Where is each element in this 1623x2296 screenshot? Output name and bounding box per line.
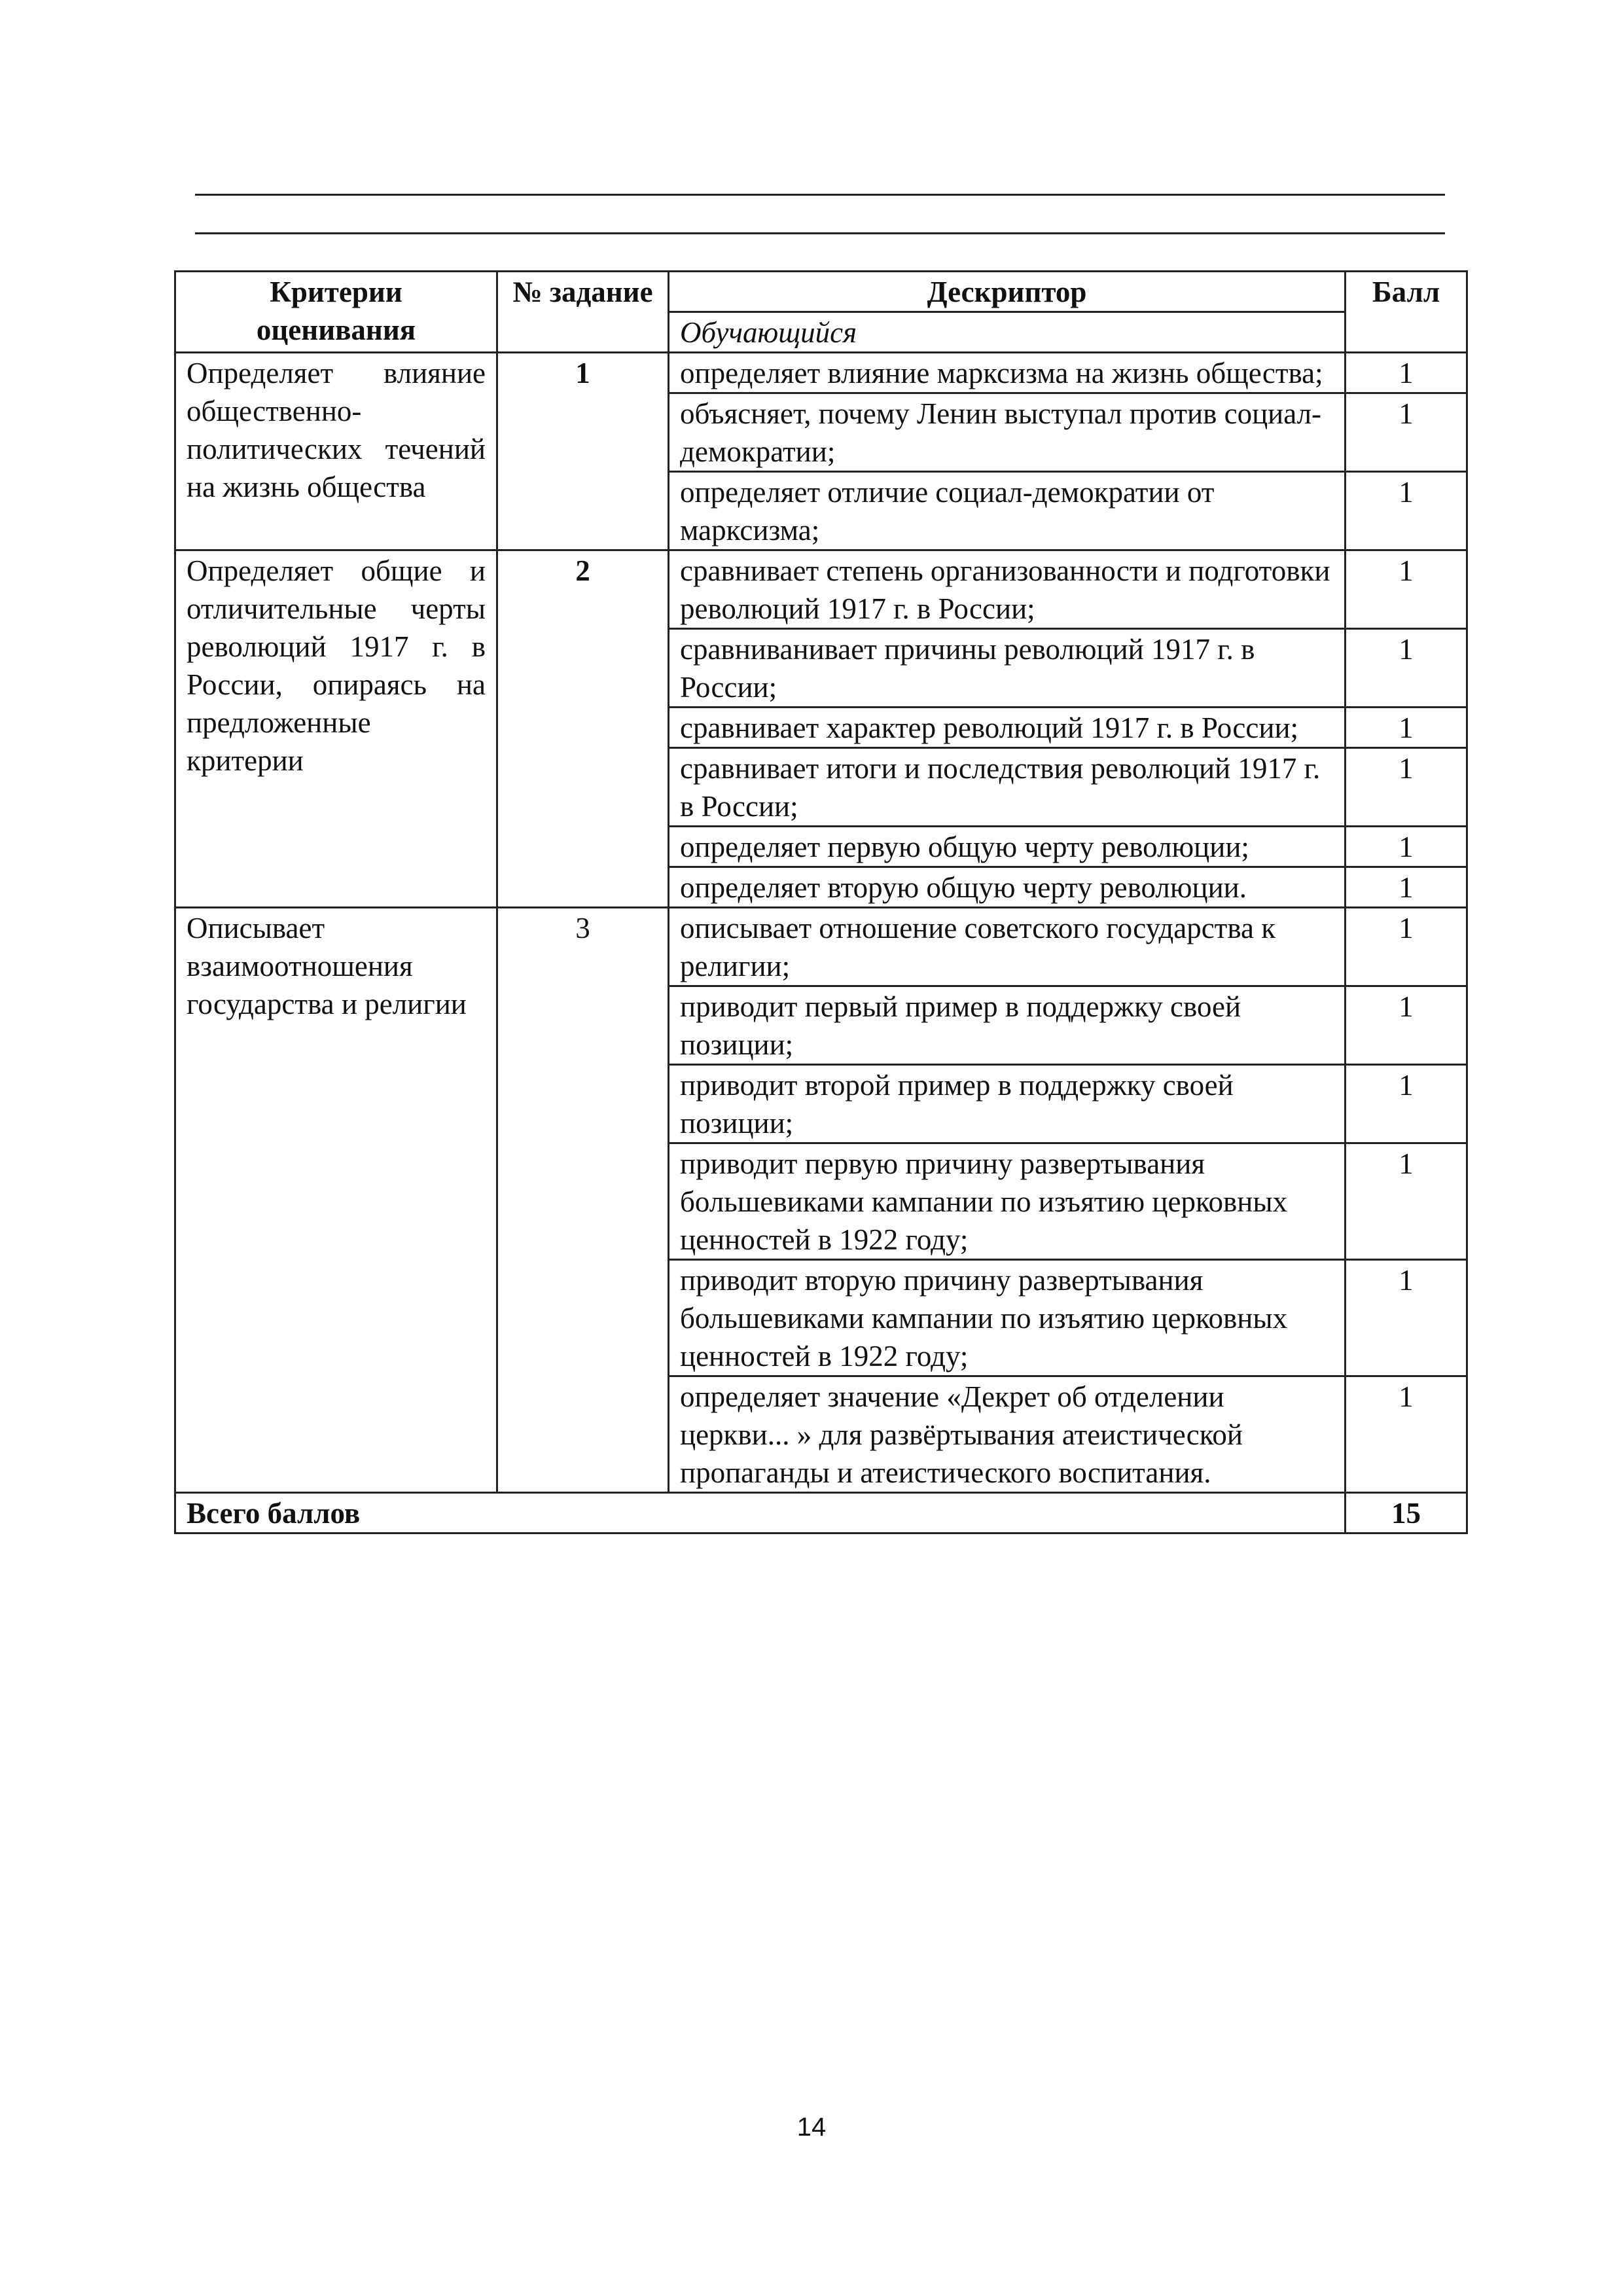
assessment-rubric-table <box>174 270 1468 1534</box>
page-number: 14 <box>796 2113 827 2142</box>
task-number-cell: 2 <box>497 550 669 908</box>
descriptor-cell: сравнивает характер революций 1917 г. в России; <box>669 708 1346 748</box>
total-label: Всего баллов <box>175 1493 1346 1534</box>
descriptor-cell: сравниванивает причины революций 1917 г. в России; <box>669 629 1346 708</box>
total-score: 15 <box>1346 1493 1467 1534</box>
table-header-row <box>175 272 1467 312</box>
score-cell: 1 <box>1346 1260 1467 1376</box>
criterion-cell: Определяет общие и отличительные черты революций 1917 г. в России, опираясь на предложенные критерии <box>175 550 497 908</box>
descriptor-cell: сравнивает итоги и последствия революций 1917 г. в России; <box>669 748 1346 827</box>
total-row <box>175 1493 1467 1534</box>
score-cell: 1 <box>1346 986 1467 1065</box>
score-cell: 1 <box>1346 827 1467 867</box>
score-cell: 1 <box>1346 393 1467 472</box>
descriptor-cell: описывает отношение советского государства к религии; <box>669 908 1346 986</box>
header-descriptor: Дескриптор <box>669 272 1346 312</box>
score-cell: 1 <box>1346 629 1467 708</box>
score-cell: 1 <box>1346 867 1467 908</box>
score-cell: 1 <box>1346 1065 1467 1143</box>
task-number-cell: 3 <box>497 908 669 1493</box>
table-row <box>175 550 1467 629</box>
descriptor-cell: определяет отличие социал-демократии от марксизма; <box>669 472 1346 550</box>
blank-answer-line-2 <box>195 232 1445 234</box>
table-row <box>175 908 1467 986</box>
score-cell: 1 <box>1346 748 1467 827</box>
blank-answer-line-1 <box>195 194 1445 196</box>
criterion-cell: Описывает взаимоотношения государства и религии <box>175 908 497 1493</box>
score-cell: 1 <box>1346 708 1467 748</box>
descriptor-cell: определяет первую общую черту революции; <box>669 827 1346 867</box>
header-learner: Обучающийся <box>669 312 1346 353</box>
score-cell: 1 <box>1346 550 1467 629</box>
criterion-cell: Определяет влияние общественно-политических течений на жизнь общества <box>175 353 497 550</box>
header-criteria: Критерии оценивания <box>175 272 497 353</box>
descriptor-cell: определяет вторую общую черту революции. <box>669 867 1346 908</box>
descriptor-cell: объясняет, почему Ленин выступал против социал-демократии; <box>669 393 1346 472</box>
task-number-cell: 1 <box>497 353 669 550</box>
descriptor-cell: приводит вторую причину развертывания большевиками кампании по изъятию церковных ценностей в 1922 году; <box>669 1260 1346 1376</box>
header-task-number: № задание <box>497 272 669 353</box>
descriptor-cell: определяет влияние марксизма на жизнь общества; <box>669 353 1346 393</box>
header-score: Балл <box>1346 272 1467 353</box>
descriptor-cell: приводит первый пример в поддержку своей позиции; <box>669 986 1346 1065</box>
score-cell: 1 <box>1346 1376 1467 1493</box>
score-cell: 1 <box>1346 353 1467 393</box>
descriptor-cell: приводит второй пример в поддержку своей позиции; <box>669 1065 1346 1143</box>
descriptor-cell: определяет значение «Декрет об отделении церкви... » для развёртывания атеистической пропаганды и атеистического воспитания. <box>669 1376 1346 1493</box>
descriptor-cell: приводит первую причину развертывания большевиками кампании по изъятию церковных ценностей в 1922 году; <box>669 1143 1346 1260</box>
table-row <box>175 353 1467 393</box>
score-cell: 1 <box>1346 908 1467 986</box>
score-cell: 1 <box>1346 472 1467 550</box>
score-cell: 1 <box>1346 1143 1467 1260</box>
descriptor-cell: сравнивает степень организованности и подготовки революций 1917 г. в России; <box>669 550 1346 629</box>
